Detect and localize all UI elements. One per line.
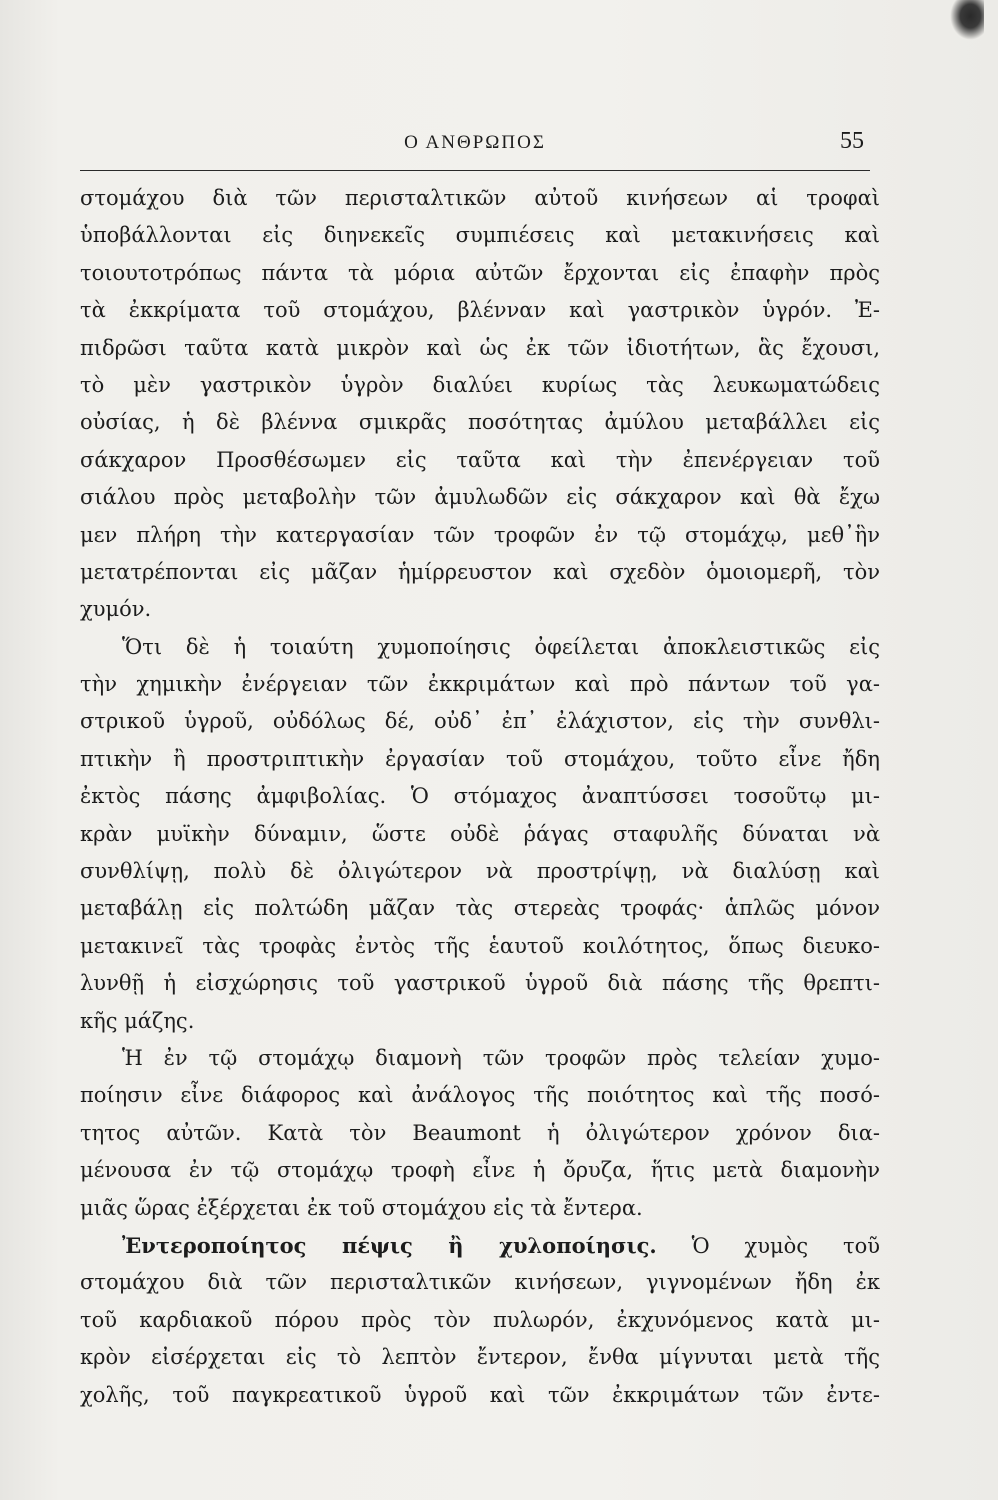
text-line: στρικοῦ ὑγροῦ, οὐδόλως δέ, οὐδ᾽ ἐπ᾽ ἐλάχιστον, εἰς τὴν συνθλι- bbox=[80, 709, 880, 734]
text-line: χυμόν. bbox=[80, 597, 152, 622]
header-rule bbox=[80, 170, 870, 171]
text-line: κῆς μάζης. bbox=[80, 1008, 195, 1033]
text-line: τὸ μὲν γαστρικὸν ὑγρὸν διαλύει κυρίως τὰς λευκωματώδεις bbox=[80, 372, 880, 397]
text-line: μιᾶς ὥρας ἐξέρχεται ἐκ τοῦ στομάχου εἰς τὰ ἔντερα. bbox=[80, 1195, 643, 1220]
text-line: σάκχαρον Προσθέσωμεν εἰς ταῦτα καὶ τὴν ἐπενέργειαν τοῦ bbox=[80, 447, 880, 472]
text-line: μεν πλήρη τὴν κατεργασίαν τῶν τροφῶν ἐν τῷ στομάχῳ, μεθ᾽ἣν bbox=[80, 522, 880, 547]
text-line: Ἡ ἐν τῷ στομάχῳ διαμονὴ τῶν τροφῶν πρὸς τελείαν χυμο- bbox=[122, 1045, 880, 1070]
text-line: πτικὴν ἢ προστριπτικὴν ἐργασίαν τοῦ στομάχου, τοῦτο εἶνε ἤδη bbox=[80, 746, 880, 771]
section-heading-line bbox=[80, 1227, 880, 1264]
text-line: τὰ ἐκκρίματα τοῦ στομάχου, βλένναν καὶ γαστρικὸν ὑγρόν. Ἐ- bbox=[80, 298, 880, 323]
section-heading: Ἐντεροποίητος πέψις ἢ χυλοποίησις. bbox=[122, 1232, 657, 1258]
text-line: στομάχου διὰ τῶν περισταλτικῶν αὐτοῦ κινήσεων αἱ τροφαὶ bbox=[80, 186, 880, 210]
text-line-tail: Ὁ χυμὸς τοῦ bbox=[691, 1233, 880, 1258]
text-line: Ὅτι δὲ ἡ τοιαύτη χυμοποίησις ὀφείλεται ἀποκλειστικῶς εἰς bbox=[122, 634, 880, 659]
text-line: ὑποβάλλονται εἰς διηνεκεῖς συμπιέσεις καὶ μετακινήσεις καὶ bbox=[80, 223, 880, 248]
text-line: μετακινεῖ τὰς τροφὰς ἐντὸς τῆς ἑαυτοῦ κοιλότητος, ὅπως διευκο- bbox=[80, 933, 880, 958]
text-line: μετατρέπονται εἰς μᾶζαν ἡμίρρευστον καὶ σχεδὸν ὁμοιομερῆ, τὸν bbox=[80, 559, 880, 584]
text-line: πιδρῶσι ταῦτα κατὰ μικρὸν καὶ ὡς ἐκ τῶν ἰδιοτήτων, ἃς ἔχουσι, bbox=[80, 335, 880, 360]
text-line: τητος αὐτῶν. Κατὰ τὸν Beaumont ἡ ὀλιγώτερον χρόνον δια- bbox=[80, 1120, 880, 1145]
text-line: μένουσα ἐν τῷ στομάχῳ τροφὴ εἶνε ἡ ὄρυζα, ἥτις μετὰ διαμονὴν bbox=[80, 1158, 880, 1183]
text-line: τὴν χημικὴν ἐνέργειαν τῶν ἐκκριμάτων καὶ πρὸ πάντων τοῦ γα- bbox=[80, 672, 880, 697]
text-line: κρὰν μυϊκὴν δύναμιν, ὥστε οὐδὲ ῥάγας σταφυλῆς δύναται νὰ bbox=[80, 821, 880, 846]
text-line: λυνθῇ ἡ εἰσχώρησις τοῦ γαστρικοῦ ὑγροῦ διὰ πάσης τῆς θρεπτι- bbox=[80, 971, 880, 996]
text-line: τοῦ καρδιακοῦ πόρου πρὸς τὸν πυλωρόν, ἐκχυνόμενος κατὰ μι- bbox=[80, 1307, 880, 1332]
text-line: σιάλου πρὸς μεταβολὴν τῶν ἀμυλωδῶν εἰς σάκχαρον καὶ θὰ ἔχω bbox=[80, 485, 880, 510]
text-line: κρὸν εἰσέρχεται εἰς τὸ λεπτὸν ἔντερον, ἔνθα μίγνυται μετὰ τῆς bbox=[80, 1345, 880, 1370]
text-line: μεταβάλῃ εἰς πολτώδη μᾶζαν τὰς στερεὰς τροφάς· ἁπλῶς μόνον bbox=[80, 896, 880, 921]
body-text bbox=[80, 180, 880, 1414]
text-line: στομάχου διὰ τῶν περισταλτικῶν κινήσεων, γιγνομένων ἤδη ἐκ bbox=[80, 1270, 880, 1295]
text-line: ἐκτὸς πάσης ἀμφιβολίας. Ὁ στόμαχος ἀναπτύσσει τοσοῦτῳ μι- bbox=[80, 784, 880, 809]
text-line: χολῆς, τοῦ παγκρεατικοῦ ὑγροῦ καὶ τῶν ἐκκριμάτων τῶν ἐντε- bbox=[80, 1382, 880, 1407]
text-line: συνθλίψῃ, πολὺ δὲ ὀλιγώτερον νὰ προστρίψῃ, νὰ διαλύσῃ καὶ bbox=[80, 859, 880, 884]
ink-smudge bbox=[950, 0, 984, 40]
text-line: τοιουτοτρόπως πάντα τὰ μόρια αὐτῶν ἔρχονται εἰς ἐπαφὴν πρὸς bbox=[80, 260, 880, 285]
running-title: Ο ΑΝΘΡΩΠΟΣ bbox=[404, 132, 546, 153]
page-header bbox=[80, 128, 870, 160]
text-line: οὐσίας, ἡ δὲ βλέννα σμικρᾶς ποσότητας ἀμύλου μεταβάλλει εἰς bbox=[80, 410, 880, 435]
page-number: 55 bbox=[840, 128, 864, 154]
text-line: ποίησιν εἶνε διάφορος καὶ ἀνάλογος τῆς ποιότητος καὶ τῆς ποσό- bbox=[80, 1083, 880, 1108]
